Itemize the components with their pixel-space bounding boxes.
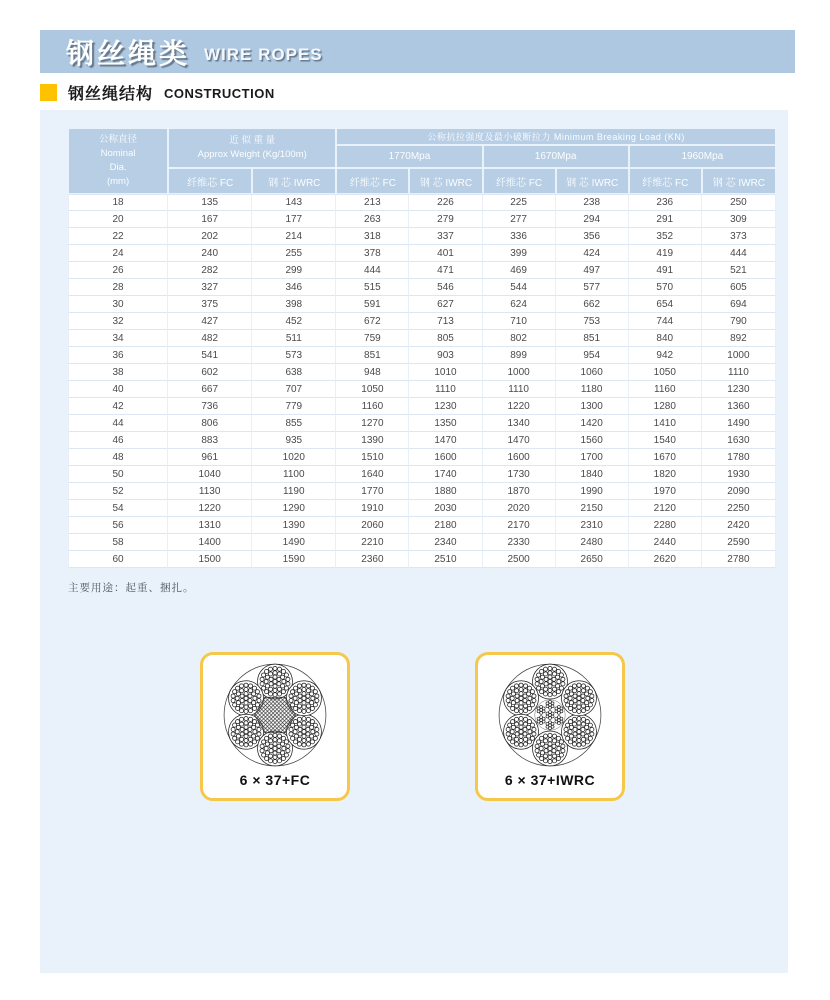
table-cell: 2330: [483, 534, 556, 551]
table-row: [68, 262, 776, 279]
table-cell: 1000: [702, 347, 776, 364]
table-cell: 226: [409, 194, 482, 211]
table-cell: 236: [629, 194, 702, 211]
col-header-fc: 纤维芯 FC: [336, 168, 409, 194]
table-cell: 294: [556, 211, 629, 228]
table-row: [68, 517, 776, 534]
table-cell: 1730: [483, 466, 556, 483]
table-cell: 444: [336, 262, 409, 279]
col-header-grade-1770: 1770Mpa: [336, 145, 482, 168]
table-cell: 1270: [336, 415, 409, 432]
table-row: [68, 228, 776, 245]
table-cell: 1510: [336, 449, 409, 466]
table-cell: 240: [168, 245, 252, 262]
table-cell: 1780: [702, 449, 776, 466]
col-header-fc: 纤维芯 FC: [168, 168, 252, 194]
table-cell: 1770: [336, 483, 409, 500]
table-cell: 654: [629, 296, 702, 313]
table-cell: 667: [168, 381, 252, 398]
table-cell: 1390: [336, 432, 409, 449]
table-cell: 336: [483, 228, 556, 245]
table-cell: 2180: [409, 517, 482, 534]
table-cell: 855: [252, 415, 336, 432]
table-cell: 573: [252, 347, 336, 364]
usage-note: 主要用途：起重、捆扎。: [68, 582, 195, 594]
table-cell: 135: [168, 194, 252, 211]
table-cell: 1410: [629, 415, 702, 432]
table-row: [68, 381, 776, 398]
page-banner: [40, 30, 795, 73]
table-cell: 753: [556, 313, 629, 330]
table-body: [68, 194, 776, 568]
table-cell: 1130: [168, 483, 252, 500]
table-cell: 1470: [409, 432, 482, 449]
table-cell: 1110: [409, 381, 482, 398]
table-cell: 521: [702, 262, 776, 279]
table-cell: 1000: [483, 364, 556, 381]
col-header-iwrc: 钢 芯 IWRC: [556, 168, 629, 194]
section-heading: [40, 81, 275, 104]
table-cell: 1700: [556, 449, 629, 466]
table-cell: 1490: [702, 415, 776, 432]
table-row: [68, 211, 776, 228]
col-header-iwrc: 钢 芯 IWRC: [252, 168, 336, 194]
table-cell: 399: [483, 245, 556, 262]
table-cell: 427: [168, 313, 252, 330]
col-header-grade-1670: 1670Mpa: [483, 145, 629, 168]
table-row: [68, 415, 776, 432]
table-cell: 2060: [336, 517, 409, 534]
table-cell: 143: [252, 194, 336, 211]
table-row: [68, 398, 776, 415]
table-cell: 710: [483, 313, 556, 330]
table-cell: 497: [556, 262, 629, 279]
table-cell: 892: [702, 330, 776, 347]
table-cell: 1040: [168, 466, 252, 483]
col-header-iwrc: 钢 芯 IWRC: [702, 168, 776, 194]
table-cell: 482: [168, 330, 252, 347]
table-cell: 903: [409, 347, 482, 364]
table-cell: 1670: [629, 449, 702, 466]
table-cell: 26: [68, 262, 168, 279]
col-header-nominal-dia: 公称直径 Nominal Dia. (mm): [68, 128, 168, 194]
banner-title-en: WIRE ROPES: [204, 44, 323, 64]
table-cell: 638: [252, 364, 336, 381]
table-cell: 282: [168, 262, 252, 279]
table-cell: 1190: [252, 483, 336, 500]
table-cell: 1420: [556, 415, 629, 432]
table-cell: 327: [168, 279, 252, 296]
table-row: [68, 483, 776, 500]
table-cell: 1470: [483, 432, 556, 449]
table-cell: 591: [336, 296, 409, 313]
table-cell: 851: [556, 330, 629, 347]
table-cell: 541: [168, 347, 252, 364]
diagram-label-iwrc: 6 × 37+IWRC: [504, 772, 596, 788]
table-cell: 2620: [629, 551, 702, 568]
table-cell: 1060: [556, 364, 629, 381]
table-cell: 1360: [702, 398, 776, 415]
table-cell: 1870: [483, 483, 556, 500]
table-cell: 378: [336, 245, 409, 262]
table-cell: 672: [336, 313, 409, 330]
table-cell: 452: [252, 313, 336, 330]
table-cell: 1970: [629, 483, 702, 500]
table-cell: 34: [68, 330, 168, 347]
table-row: [68, 296, 776, 313]
table-cell: 546: [409, 279, 482, 296]
table-row: [68, 449, 776, 466]
table-cell: 1930: [702, 466, 776, 483]
table-cell: 2420: [702, 517, 776, 534]
col-header-approx-weight: 近 似 重 量 Approx Weight (Kg/100m): [168, 128, 336, 168]
table-cell: 56: [68, 517, 168, 534]
table-row: [68, 194, 776, 211]
table-cell: 346: [252, 279, 336, 296]
table-cell: 2590: [702, 534, 776, 551]
table-cell: 942: [629, 347, 702, 364]
table-cell: 40: [68, 381, 168, 398]
table-cell: 42: [68, 398, 168, 415]
table-cell: 1560: [556, 432, 629, 449]
table-cell: 840: [629, 330, 702, 347]
diagram-card-iwrc: [475, 652, 625, 801]
table-cell: 424: [556, 245, 629, 262]
section-title-en: CONSTRUCTION: [164, 86, 275, 101]
table-cell: 1840: [556, 466, 629, 483]
table-cell: 2250: [702, 500, 776, 517]
table-row: [68, 466, 776, 483]
table-cell: 1020: [252, 449, 336, 466]
table-cell: 2360: [336, 551, 409, 568]
table-cell: 58: [68, 534, 168, 551]
table-cell: 899: [483, 347, 556, 364]
table-cell: 375: [168, 296, 252, 313]
table-cell: 250: [702, 194, 776, 211]
table-cell: 1280: [629, 398, 702, 415]
col-header-fc: 纤维芯 FC: [483, 168, 556, 194]
table-row: [68, 551, 776, 568]
table-cell: 1630: [702, 432, 776, 449]
table-cell: 1290: [252, 500, 336, 517]
table-cell: 511: [252, 330, 336, 347]
table-cell: 419: [629, 245, 702, 262]
table-cell: 2310: [556, 517, 629, 534]
table-cell: 1540: [629, 432, 702, 449]
table-cell: 356: [556, 228, 629, 245]
table-cell: 1110: [483, 381, 556, 398]
table-cell: 954: [556, 347, 629, 364]
table-cell: 291: [629, 211, 702, 228]
content-panel: [40, 110, 788, 973]
table-cell: 1490: [252, 534, 336, 551]
table-cell: 713: [409, 313, 482, 330]
table-cell: 2280: [629, 517, 702, 534]
table-cell: 24: [68, 245, 168, 262]
table-cell: 238: [556, 194, 629, 211]
table-cell: 1390: [252, 517, 336, 534]
table-cell: 48: [68, 449, 168, 466]
table-cell: 570: [629, 279, 702, 296]
table-row: [68, 313, 776, 330]
table-cell: 1310: [168, 517, 252, 534]
table-cell: 790: [702, 313, 776, 330]
table-row: [68, 534, 776, 551]
table-cell: 1160: [336, 398, 409, 415]
table-cell: 2170: [483, 517, 556, 534]
col-header-grade-1960: 1960Mpa: [629, 145, 776, 168]
table-cell: 2780: [702, 551, 776, 568]
table-cell: 36: [68, 347, 168, 364]
rope-cross-section-iwrc-diagram: [493, 658, 607, 772]
table-cell: 1600: [483, 449, 556, 466]
diagram-label-fc: 6 × 37+FC: [239, 772, 311, 788]
table-cell: 337: [409, 228, 482, 245]
table-cell: 759: [336, 330, 409, 347]
table-cell: 707: [252, 381, 336, 398]
table-cell: 444: [702, 245, 776, 262]
table-cell: 279: [409, 211, 482, 228]
table-cell: 806: [168, 415, 252, 432]
table-cell: 2030: [409, 500, 482, 517]
table-cell: 401: [409, 245, 482, 262]
table-cell: 1820: [629, 466, 702, 483]
table-cell: 2500: [483, 551, 556, 568]
table-row: [68, 245, 776, 262]
table-cell: 1050: [629, 364, 702, 381]
table-cell: 1100: [252, 466, 336, 483]
table-cell: 1910: [336, 500, 409, 517]
table-cell: 263: [336, 211, 409, 228]
table-cell: 167: [168, 211, 252, 228]
table-row: [68, 432, 776, 449]
table-cell: 1180: [556, 381, 629, 398]
table-cell: 1300: [556, 398, 629, 415]
table-cell: 1220: [168, 500, 252, 517]
table-cell: 1230: [702, 381, 776, 398]
table-cell: 662: [556, 296, 629, 313]
table-cell: 948: [336, 364, 409, 381]
table-cell: 779: [252, 398, 336, 415]
table-cell: 1340: [483, 415, 556, 432]
table-cell: 2020: [483, 500, 556, 517]
table-cell: 50: [68, 466, 168, 483]
section-title-zh: 钢丝绳结构: [68, 86, 154, 103]
table-cell: 44: [68, 415, 168, 432]
table-cell: 577: [556, 279, 629, 296]
table-cell: 2510: [409, 551, 482, 568]
diagram-card-fc: [200, 652, 350, 801]
table-cell: 352: [629, 228, 702, 245]
table-cell: 225: [483, 194, 556, 211]
table-row: [68, 279, 776, 296]
table-cell: 1500: [168, 551, 252, 568]
table-cell: 1220: [483, 398, 556, 415]
table-cell: 22: [68, 228, 168, 245]
table-cell: 2650: [556, 551, 629, 568]
table-cell: 60: [68, 551, 168, 568]
table-cell: 52: [68, 483, 168, 500]
table-cell: 544: [483, 279, 556, 296]
table-cell: 213: [336, 194, 409, 211]
banner-title-zh: 钢丝绳类: [66, 37, 191, 69]
table-cell: 46: [68, 432, 168, 449]
table-cell: 373: [702, 228, 776, 245]
table-cell: 1600: [409, 449, 482, 466]
table-cell: 935: [252, 432, 336, 449]
table-cell: 1590: [252, 551, 336, 568]
table-cell: 30: [68, 296, 168, 313]
yellow-square-icon: [40, 84, 57, 101]
table-cell: 605: [702, 279, 776, 296]
table-row: [68, 330, 776, 347]
table-cell: 1740: [409, 466, 482, 483]
table-cell: 491: [629, 262, 702, 279]
table-cell: 802: [483, 330, 556, 347]
table-cell: 2210: [336, 534, 409, 551]
table-row: [68, 500, 776, 517]
table-cell: 299: [252, 262, 336, 279]
col-header-breaking-load: 公称抗拉强度及最小破断拉力 Minimum Breaking Load (KN): [336, 128, 776, 145]
table-cell: 736: [168, 398, 252, 415]
table-cell: 214: [252, 228, 336, 245]
table-cell: 851: [336, 347, 409, 364]
table-cell: 177: [252, 211, 336, 228]
table-cell: 1640: [336, 466, 409, 483]
table-cell: 2090: [702, 483, 776, 500]
table-cell: 38: [68, 364, 168, 381]
table-cell: 1110: [702, 364, 776, 381]
table-cell: 805: [409, 330, 482, 347]
col-header-fc: 纤维芯 FC: [629, 168, 702, 194]
table-cell: 1400: [168, 534, 252, 551]
breaking-load-table: [68, 128, 776, 568]
table-cell: 54: [68, 500, 168, 517]
table-cell: 1050: [336, 381, 409, 398]
table-cell: 883: [168, 432, 252, 449]
table-cell: 961: [168, 449, 252, 466]
table-cell: 2440: [629, 534, 702, 551]
rope-cross-section-fc-diagram: [218, 658, 332, 772]
table-cell: 277: [483, 211, 556, 228]
table-cell: 2480: [556, 534, 629, 551]
table-cell: 602: [168, 364, 252, 381]
col-header-iwrc: 钢 芯 IWRC: [409, 168, 482, 194]
table-row: [68, 347, 776, 364]
table-row: [68, 364, 776, 381]
table-cell: 1990: [556, 483, 629, 500]
table-cell: 469: [483, 262, 556, 279]
table-cell: 2340: [409, 534, 482, 551]
table-cell: 18: [68, 194, 168, 211]
table-cell: 471: [409, 262, 482, 279]
table-cell: 20: [68, 211, 168, 228]
table-cell: 309: [702, 211, 776, 228]
table-cell: 1880: [409, 483, 482, 500]
table-cell: 28: [68, 279, 168, 296]
table-cell: 1350: [409, 415, 482, 432]
table-cell: 624: [483, 296, 556, 313]
table-cell: 255: [252, 245, 336, 262]
table-cell: 2120: [629, 500, 702, 517]
table-cell: 744: [629, 313, 702, 330]
table-cell: 1160: [629, 381, 702, 398]
table-cell: 32: [68, 313, 168, 330]
table-cell: 398: [252, 296, 336, 313]
table-cell: 515: [336, 279, 409, 296]
table-cell: 202: [168, 228, 252, 245]
table-cell: 694: [702, 296, 776, 313]
table-cell: 1010: [409, 364, 482, 381]
table-cell: 2150: [556, 500, 629, 517]
table-cell: 1230: [409, 398, 482, 415]
table-cell: 627: [409, 296, 482, 313]
table-cell: 318: [336, 228, 409, 245]
